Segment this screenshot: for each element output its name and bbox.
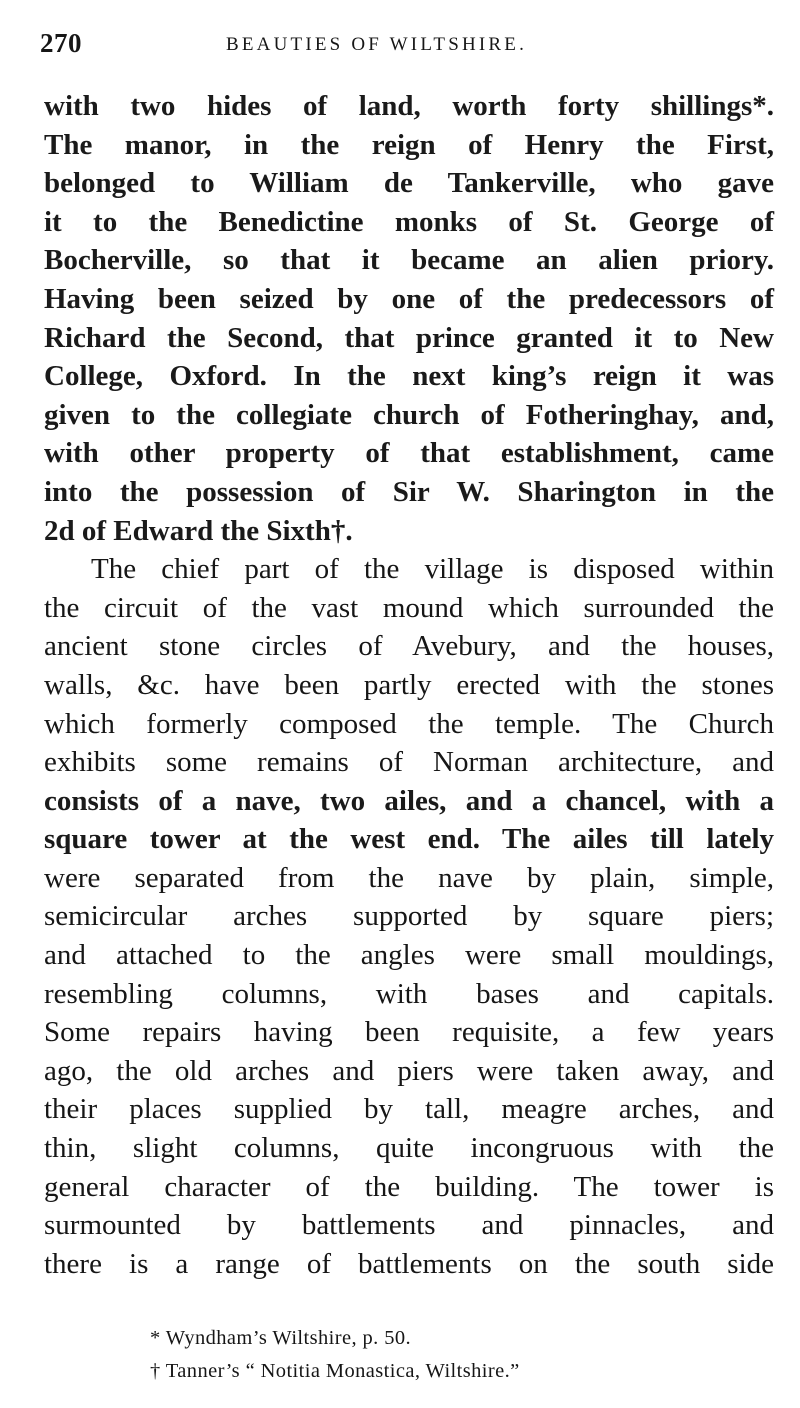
page-number: 270 [40, 28, 82, 58]
text-line: surmounted by battlements and pinnacles, and [44, 1209, 774, 1242]
text-line: with other property of that establishment, came [44, 437, 774, 470]
running-title: BEAUTIES OF WILTSHIRE. [226, 34, 528, 55]
footnote: * Wyndham’s Wiltshire, p. 50. [150, 1327, 412, 1349]
body-text [44, 87, 774, 1283]
text-line: given to the collegiate church of Fotheringhay, and, [44, 398, 774, 431]
text-line: Some repairs having been requisite, a few years [44, 1016, 774, 1049]
text-line: it to the Benedictine monks of St. George of [44, 205, 774, 238]
text-line: The manor, in the reign of Henry the First, [44, 128, 774, 161]
text-line: into the possession of Sir W. Sharington in the [44, 475, 774, 508]
text-line: thin, slight columns, quite incongruous with the [44, 1132, 774, 1165]
paragraph-start-line: The chief part of the village is disposed within [91, 553, 774, 586]
text-line: which formerly composed the temple. The Church [44, 707, 774, 740]
text-line: their places supplied by tall, meagre arches, and [44, 1093, 774, 1126]
text-line: belonged to William de Tankerville, who gave [44, 167, 774, 200]
text-line: general character of the building. The tower is [44, 1170, 774, 1203]
text-line: and attached to the angles were small mouldings, [44, 939, 774, 972]
text-line: with two hides of land, worth forty shillings*. [44, 90, 774, 122]
running-header [40, 28, 780, 62]
text-line: consists of a nave, two ailes, and a chancel, with a [44, 784, 774, 817]
text-line: Richard the Second, that prince granted it to New [44, 321, 774, 354]
text-line: ago, the old arches and piers were taken away, and [44, 1054, 774, 1087]
text-line: exhibits some remains of Norman architecture, and [44, 746, 774, 779]
text-line: College, Oxford. In the next king’s reign it was [44, 360, 774, 393]
text-line: ancient stone circles of Avebury, and the houses, [44, 630, 774, 663]
footnote: † Tanner’s “ Notitia Monastica, Wiltshire.” [150, 1360, 520, 1382]
text-line: resembling columns, with bases and capitals. [44, 977, 774, 1010]
text-line: 2d of Edward the Sixth†. [44, 514, 353, 547]
text-line: there is a range of battlements on the south side [44, 1247, 774, 1280]
text-line: Bocherville, so that it became an alien priory. [44, 244, 774, 277]
footnotes [150, 1322, 710, 1388]
text-line: semicircular arches supported by square piers; [44, 900, 774, 933]
text-line: Having been seized by one of the predecessors of [44, 282, 774, 315]
text-line: walls, &c. have been partly erected with the stones [44, 668, 774, 701]
text-line: were separated from the nave by plain, simple, [44, 861, 774, 894]
text-line: square tower at the west end. The ailes till lately [44, 823, 774, 856]
text-line: the circuit of the vast mound which surrounded the [44, 591, 774, 624]
